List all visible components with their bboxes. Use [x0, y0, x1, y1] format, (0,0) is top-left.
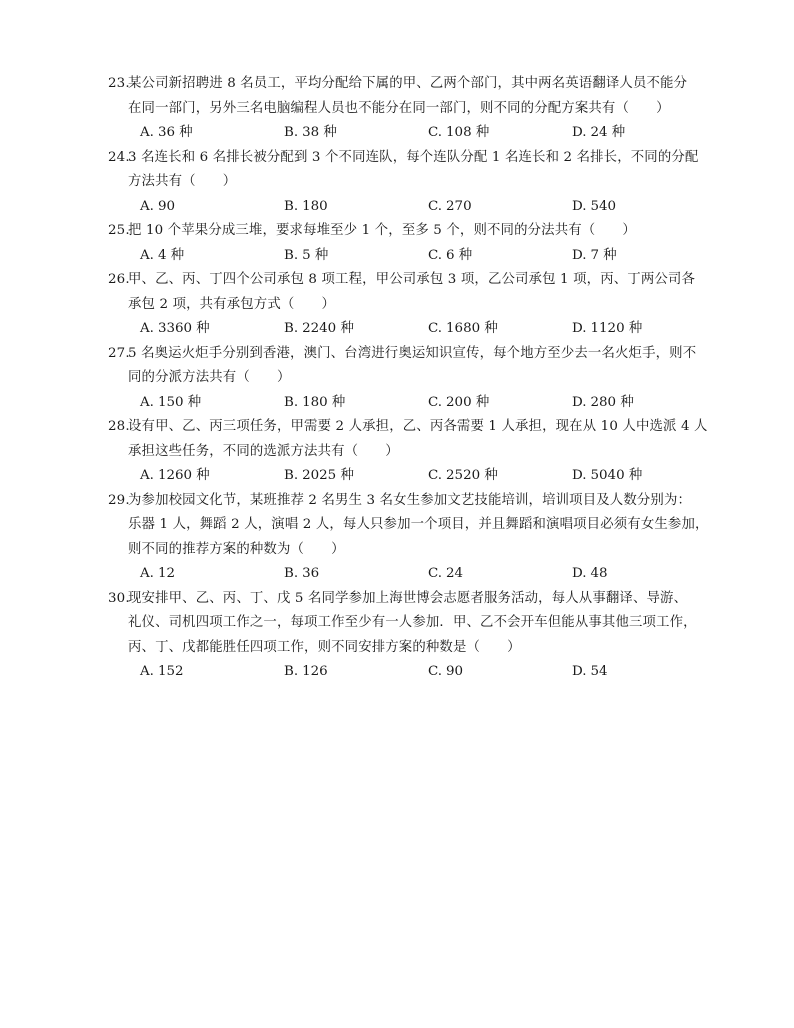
option-a — [140, 244, 284, 269]
option-letter: B. — [284, 468, 299, 483]
question-28 — [108, 415, 718, 489]
option-d — [572, 464, 716, 489]
option-text: 12 — [157, 566, 175, 581]
option-text: 5040 种 — [590, 468, 643, 483]
question-stem-line — [108, 366, 718, 391]
option-c — [428, 195, 572, 220]
question-text: 甲、乙、丙、丁四个公司承包 8 项工程，甲公司承包 3 项，乙公司承包 1 项，丙、丁两公司各 — [128, 272, 695, 287]
option-a — [140, 562, 284, 587]
option-letter: D. — [572, 125, 587, 140]
option-letter: A. — [140, 468, 154, 483]
question-text: 5 名奥运火炬手分别到香港，澳门、台湾进行奥运知识宣传，每个地方至少去一名火炬手，则不 — [128, 345, 697, 361]
question-text: 某公司新招聘进 8 名员工，平均分配给下属的甲、乙两个部门，其中两名英语翻译人员不能分 — [128, 76, 688, 91]
answer-options — [108, 121, 718, 146]
option-text: 48 — [590, 566, 608, 581]
question-number: 27. — [108, 345, 130, 361]
question-29 — [108, 489, 718, 587]
option-b — [284, 391, 428, 416]
question-number: 25. — [108, 223, 130, 238]
option-text: 2520 种 — [446, 468, 498, 483]
answer-options — [108, 660, 718, 685]
option-c — [428, 244, 572, 269]
question-stem-line — [108, 440, 718, 465]
option-b — [284, 562, 428, 587]
option-letter: A. — [140, 198, 154, 214]
option-text: 24 — [446, 566, 464, 581]
option-letter: C. — [428, 664, 443, 679]
question-text: 丙、丁、戊都能胜任四项工作，则不同安排方案的种数是（ ） — [128, 639, 521, 655]
question-number: 28. — [108, 419, 130, 434]
option-b — [284, 317, 428, 342]
option-text: 180 — [302, 198, 328, 214]
option-text: 540 — [590, 198, 617, 214]
option-text: 126 — [302, 664, 328, 679]
option-letter: A. — [140, 321, 154, 336]
option-text: 7 种 — [590, 247, 617, 263]
question-stem-line — [108, 513, 718, 538]
option-a — [140, 317, 284, 342]
question-text: 承包 2 项，共有承包方式（ ） — [128, 296, 336, 312]
option-text: 36 种 — [157, 125, 193, 140]
option-d — [572, 562, 716, 587]
question-26 — [108, 268, 718, 342]
option-text: 90 — [157, 198, 175, 214]
option-d — [572, 317, 716, 342]
option-letter: D. — [572, 664, 587, 679]
option-letter: B. — [284, 247, 299, 263]
question-number: 24. — [108, 149, 130, 165]
question-24 — [108, 146, 718, 220]
option-letter: D. — [572, 247, 587, 263]
option-text: 1260 种 — [157, 468, 210, 483]
answer-options — [108, 195, 718, 220]
option-letter: C. — [428, 468, 443, 483]
option-a — [140, 464, 284, 489]
option-text: 2025 种 — [302, 468, 354, 483]
question-text: 在同一部门，另外三名电脑编程人员也不能分在同一部门，则不同的分配方案共有（ ） — [128, 100, 670, 116]
question-text: 同的分派方法共有（ ） — [128, 370, 291, 385]
option-a — [140, 660, 284, 685]
option-text: 38 种 — [302, 125, 337, 140]
question-number: 29. — [108, 492, 130, 508]
option-text: 4 种 — [157, 247, 185, 263]
question-text: 设有甲、乙、丙三项任务，甲需要 2 人承担，乙、丙各需要 1 人承担，现在从 10 人中选派 4 人 — [128, 419, 708, 434]
option-letter: D. — [572, 468, 587, 483]
option-letter: B. — [284, 664, 299, 679]
answer-options — [108, 244, 718, 269]
answer-options — [108, 391, 718, 416]
question-number: 30. — [108, 590, 130, 606]
option-c — [428, 562, 572, 587]
option-letter: A. — [140, 664, 154, 679]
option-c — [428, 464, 572, 489]
question-stem-line — [108, 72, 718, 97]
option-letter: D. — [572, 321, 587, 336]
option-letter: C. — [428, 566, 443, 581]
option-letter: B. — [284, 394, 299, 410]
option-c — [428, 391, 572, 416]
question-stem-line — [108, 219, 718, 244]
option-letter: A. — [140, 566, 154, 581]
option-text: 90 — [446, 664, 464, 679]
question-stem-line — [108, 342, 718, 367]
question-stem-line — [108, 538, 718, 563]
question-number: 23. — [108, 76, 130, 91]
option-d — [572, 121, 716, 146]
question-23 — [108, 72, 718, 146]
option-b — [284, 660, 428, 685]
question-30 — [108, 587, 718, 685]
question-stem-line — [108, 489, 718, 514]
option-b — [284, 244, 428, 269]
option-letter: A. — [140, 125, 154, 140]
question-text: 现安排甲、乙、丙、丁、戊 5 名同学参加上海世博会志愿者服务活动，每人从事翻译、导游、 — [128, 590, 688, 606]
question-text: 3 名连长和 6 名排长被分配到 3 个不同连队，每个连队分配 1 名连长和 2 名排长，不同的分配 — [128, 149, 699, 165]
option-text: 180 种 — [302, 394, 346, 410]
option-text: 108 种 — [446, 125, 490, 140]
option-b — [284, 195, 428, 220]
option-d — [572, 195, 716, 220]
option-text: 270 — [446, 198, 472, 214]
question-27 — [108, 342, 718, 416]
option-d — [572, 391, 716, 416]
option-text: 1680 种 — [446, 321, 498, 336]
option-c — [428, 317, 572, 342]
question-text: 则不同的推荐方案的种数为（ ） — [128, 541, 345, 557]
question-text: 乐器 1 人，舞蹈 2 人，演唱 2 人，每人只参加一个项目，并且舞蹈和演唱项目必须有女生参加， — [128, 517, 709, 532]
option-text: 280 种 — [590, 394, 634, 410]
option-letter: C. — [428, 247, 443, 263]
question-text: 方法共有（ ） — [128, 174, 237, 189]
question-25 — [108, 219, 718, 268]
option-letter: A. — [140, 394, 154, 410]
option-letter: B. — [284, 125, 299, 140]
option-text: 5 种 — [302, 247, 329, 263]
option-letter: C. — [428, 321, 443, 336]
question-stem-line — [108, 293, 718, 318]
question-stem-line — [108, 587, 718, 612]
option-text: 200 种 — [446, 394, 490, 410]
answer-options — [108, 464, 718, 489]
option-a — [140, 121, 284, 146]
option-letter: D. — [572, 394, 587, 410]
answer-options — [108, 317, 718, 342]
option-letter: C. — [428, 125, 443, 140]
option-letter: A. — [140, 247, 154, 263]
question-stem-line — [108, 170, 718, 195]
answer-options — [108, 562, 718, 587]
question-stem-line — [108, 415, 718, 440]
option-text: 36 — [302, 566, 320, 581]
question-number: 26. — [108, 272, 130, 287]
option-c — [428, 660, 572, 685]
question-text: 礼仪、司机四项工作之一，每项工作至少有一人参加．甲、乙不会开车但能从事其他三项工作， — [128, 615, 697, 630]
option-text: 3360 种 — [157, 321, 210, 336]
option-letter: B. — [284, 321, 299, 336]
question-stem-line — [108, 97, 718, 122]
question-stem-line — [108, 611, 718, 636]
option-d — [572, 244, 716, 269]
option-letter: C. — [428, 394, 443, 410]
option-text: 2240 种 — [302, 321, 354, 336]
option-text: 54 — [590, 664, 608, 679]
option-a — [140, 391, 284, 416]
option-text: 6 种 — [446, 247, 473, 263]
option-d — [572, 660, 716, 685]
question-stem-line — [108, 146, 718, 171]
question-list — [108, 72, 718, 685]
option-letter: D. — [572, 566, 587, 581]
option-letter: C. — [428, 198, 443, 214]
option-text: 24 种 — [590, 125, 626, 140]
option-c — [428, 121, 572, 146]
question-text: 承担这些任务，不同的选派方法共有（ ） — [128, 443, 399, 459]
question-stem-line — [108, 268, 718, 293]
option-a — [140, 195, 284, 220]
option-text: 150 种 — [157, 394, 202, 410]
option-letter: D. — [572, 198, 587, 214]
option-text: 152 — [157, 664, 184, 679]
question-text: 为参加校园文化节，某班推荐 2 名男生 3 名女生参加文艺技能培训，培训项目及人数分别为： — [128, 492, 692, 508]
question-text: 把 10 个苹果分成三堆，要求每堆至少 1 个，至多 5 个，则不同的分法共有（ ） — [128, 223, 636, 238]
option-letter: B. — [284, 566, 299, 581]
option-b — [284, 464, 428, 489]
question-stem-line — [108, 636, 718, 661]
option-b — [284, 121, 428, 146]
option-text: 1120 种 — [590, 321, 643, 336]
option-letter: B. — [284, 198, 299, 214]
